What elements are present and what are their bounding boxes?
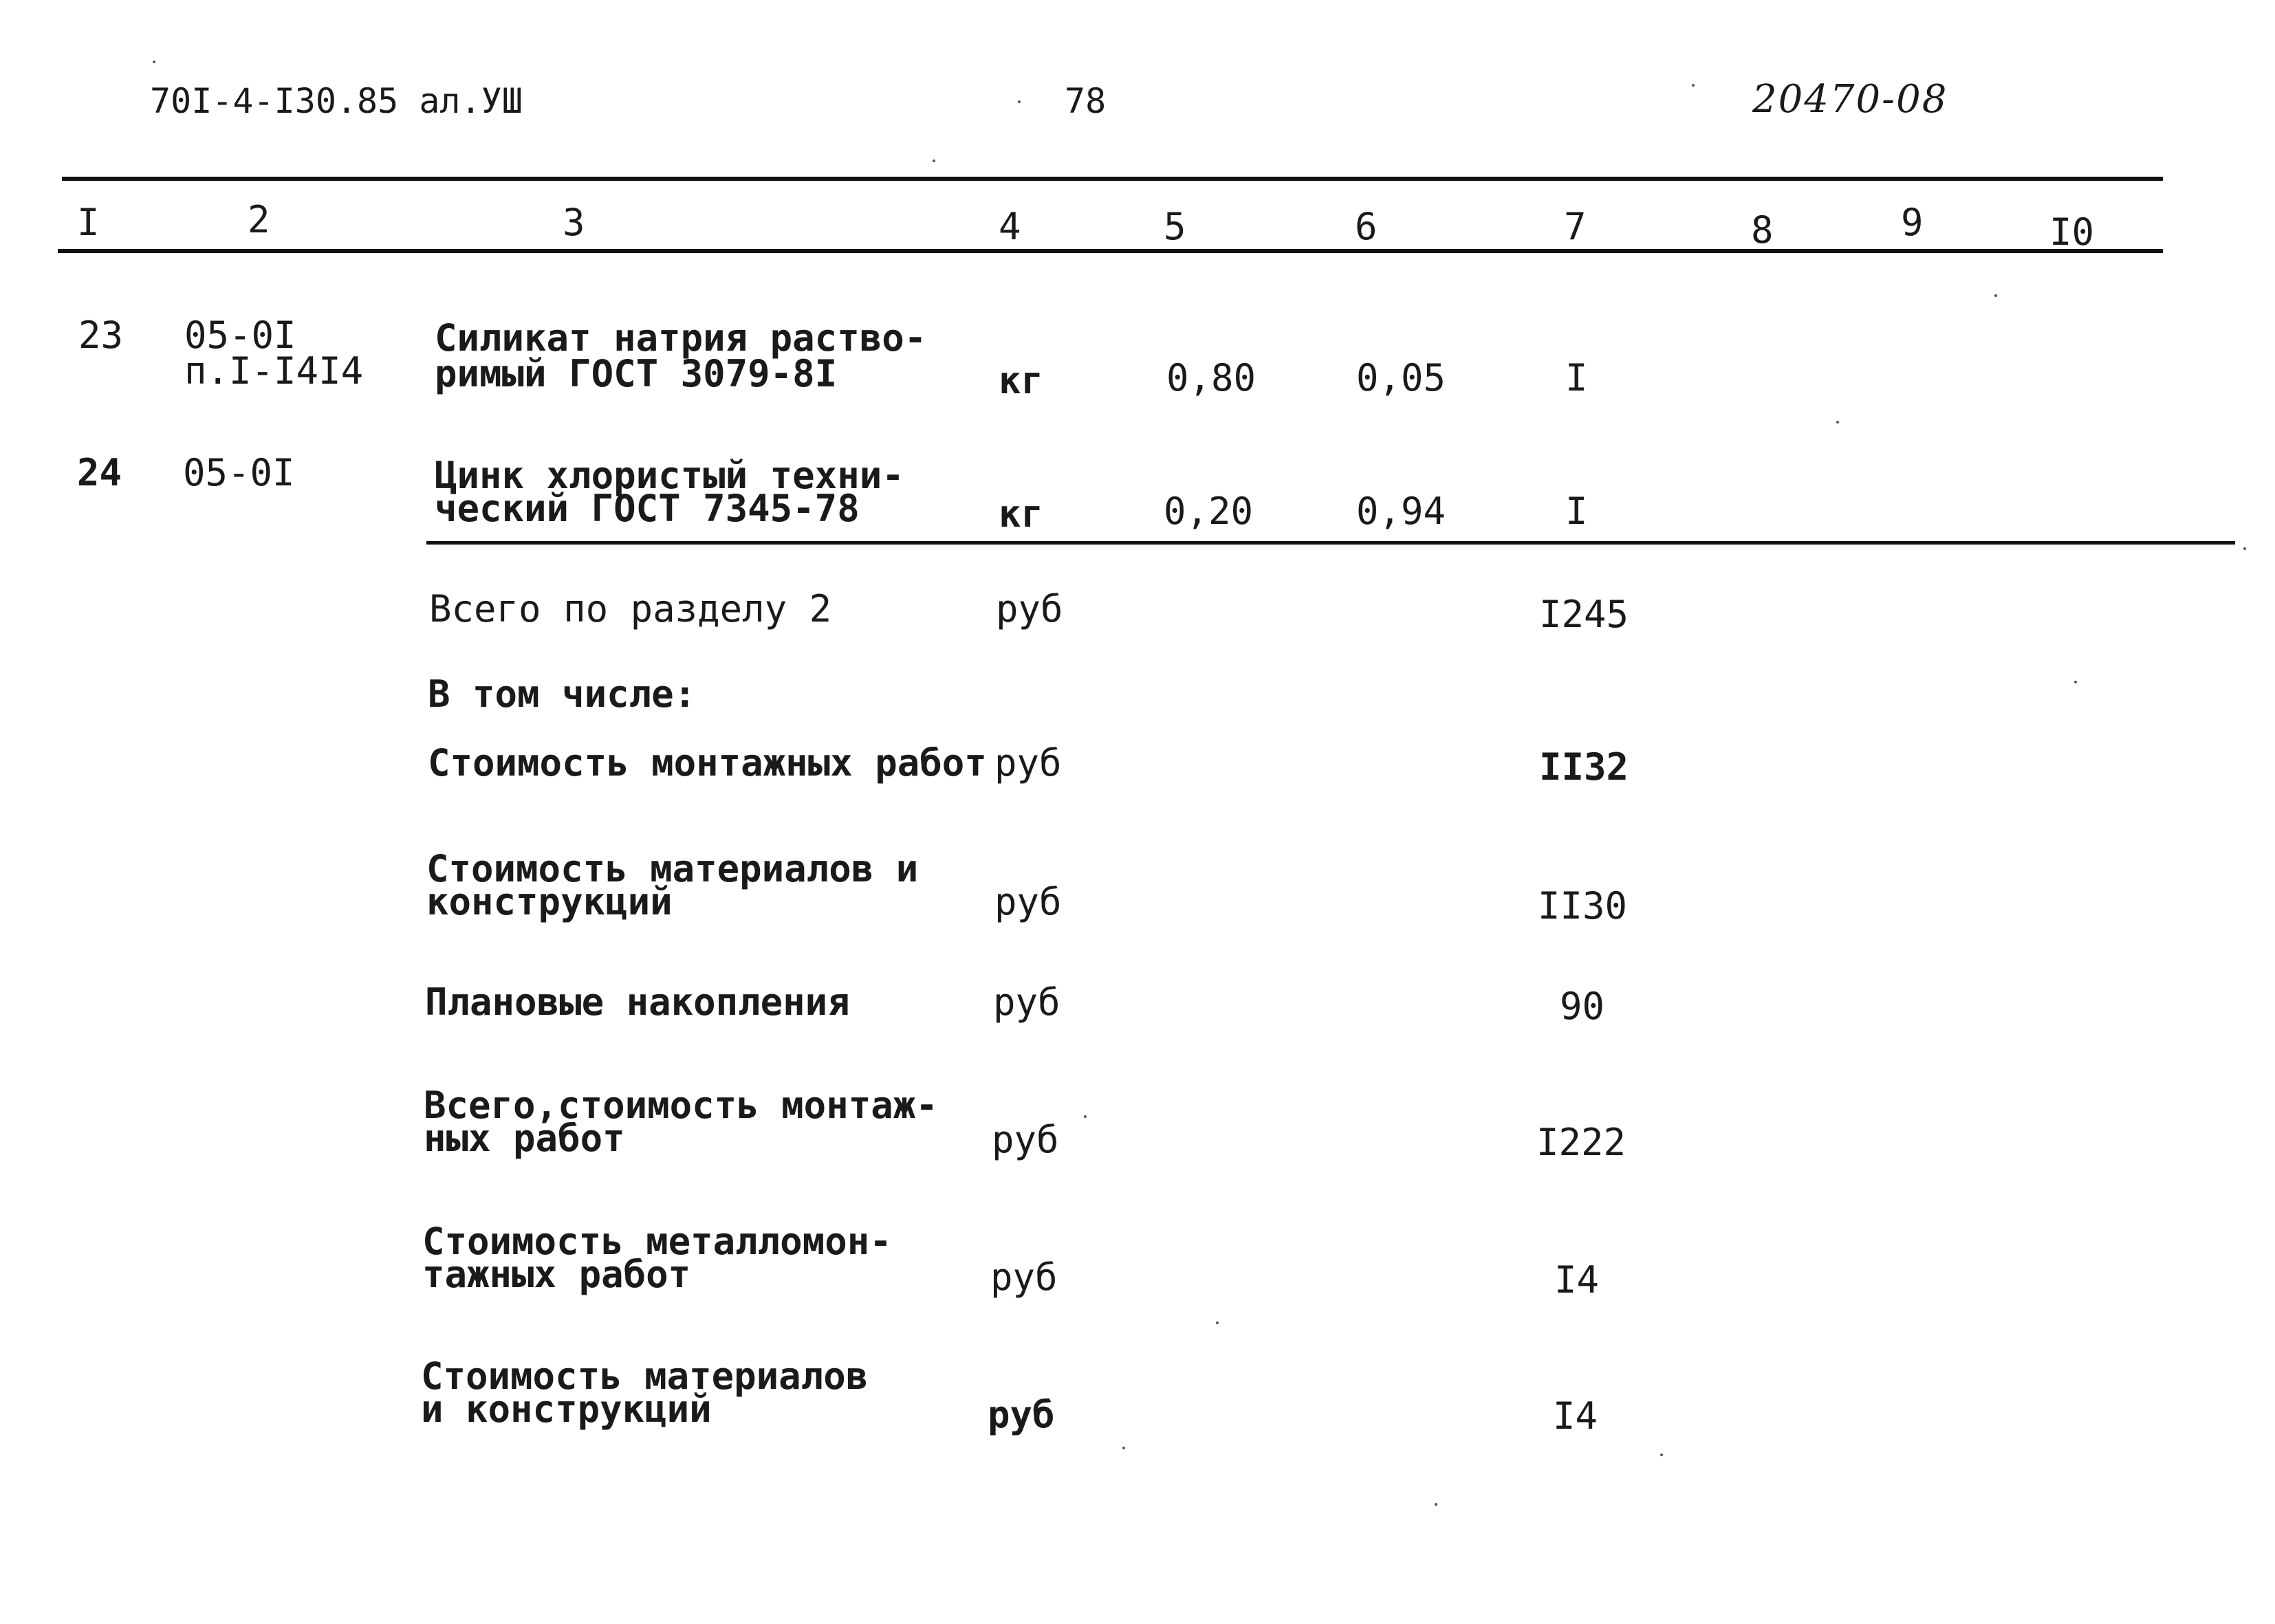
summary-item-unit: руб [990, 1255, 1058, 1299]
column-number: 7 [1564, 205, 1587, 248]
summary-item-unit: руб [994, 741, 1062, 784]
page-number: 78 [1065, 81, 1107, 121]
summary-item-unit: руб [988, 1393, 1055, 1436]
scan-speck [1435, 1503, 1437, 1506]
summary-item-label-cont: ных работ [424, 1117, 625, 1160]
row-number: 23 [78, 314, 124, 357]
summary-label: Всего по разделу 2 [429, 587, 832, 630]
material-name: Силикат натрия раство- [435, 316, 927, 360]
summary-unit: руб [996, 587, 1063, 630]
table-header-rule [58, 249, 2163, 253]
scan-speck [1836, 421, 1839, 424]
summary-item-label: Стоимость материалов [421, 1354, 869, 1398]
column-number: 4 [999, 205, 1021, 248]
scan-speck [2243, 547, 2246, 550]
scan-speck [1216, 1321, 1219, 1324]
col7-value: I [1565, 490, 1588, 533]
col6-value: 0,05 [1356, 356, 1446, 399]
column-number: 9 [1901, 201, 1924, 244]
scan-speck [2074, 681, 2077, 683]
summary-item-label: Всего,стоимость монтаж- [424, 1084, 938, 1127]
scan-speck [1994, 294, 1997, 297]
material-name: Цинк хлористый техни- [435, 454, 904, 497]
scan-speck [1122, 1447, 1125, 1449]
column-number: 3 [563, 201, 585, 244]
section-total-rule [426, 541, 2235, 545]
col5-value: 0,80 [1166, 356, 1256, 399]
column-number: I0 [2049, 210, 2095, 254]
summary-item-value: I4 [1554, 1258, 1600, 1302]
summary-value: I245 [1539, 593, 1629, 636]
summary-item-value: 90 [1560, 985, 1605, 1028]
scan-speck [1084, 1115, 1087, 1118]
scan-speck [153, 61, 155, 63]
summary-item-unit: руб [992, 1118, 1059, 1161]
unit: кг [999, 359, 1044, 402]
scan-speck [1660, 1453, 1663, 1456]
archive-stamp-number: 20470-08 [1752, 77, 1948, 122]
scan-speck [933, 160, 935, 162]
column-number: 8 [1751, 208, 1774, 252]
including-label: В том числе: [428, 672, 697, 716]
summary-item-label: Стоимость металломон- [422, 1220, 892, 1263]
summary-item-value: II32 [1539, 745, 1629, 789]
scan-speck [1692, 84, 1695, 87]
col7-value: I [1565, 356, 1588, 399]
column-number: 6 [1355, 205, 1378, 248]
material-name-cont: римый ГОСТ 3079-8I [435, 352, 838, 395]
col6-value: 0,94 [1356, 490, 1446, 533]
material-name-cont: ческий ГОСТ 7345-78 [435, 487, 860, 530]
summary-item-label-cont: тажных работ [422, 1253, 691, 1296]
summary-item-unit: руб [993, 980, 1060, 1024]
scan-speck [1018, 100, 1021, 103]
summary-item-label: Плановые накопления [425, 980, 850, 1024]
column-number: 2 [248, 198, 270, 241]
summary-item-unit: руб [994, 880, 1062, 923]
column-number: 5 [1164, 205, 1186, 248]
norm-code: 05-0I [183, 451, 295, 494]
summary-item-value: II30 [1538, 884, 1628, 928]
norm-code: 05-0I [184, 314, 296, 357]
col5-value: 0,20 [1164, 490, 1254, 533]
summary-item-label-cont: конструкций [426, 880, 673, 923]
document-code: 70I-4-I30.85 ал.УШ [150, 81, 523, 121]
summary-item-value: I222 [1536, 1121, 1626, 1164]
table-top-rule [62, 177, 2163, 181]
norm-code-clause: п.I-I4I4 [184, 349, 364, 393]
column-number: I [77, 201, 100, 244]
summary-item-value: I4 [1553, 1394, 1598, 1438]
unit: кг [999, 492, 1044, 536]
summary-item-label: Стоимость монтажных работ [428, 741, 987, 784]
summary-item-label: Стоимость материалов и [426, 847, 919, 890]
row-number: 24 [77, 451, 122, 494]
summary-item-label-cont: и конструкций [421, 1387, 712, 1431]
